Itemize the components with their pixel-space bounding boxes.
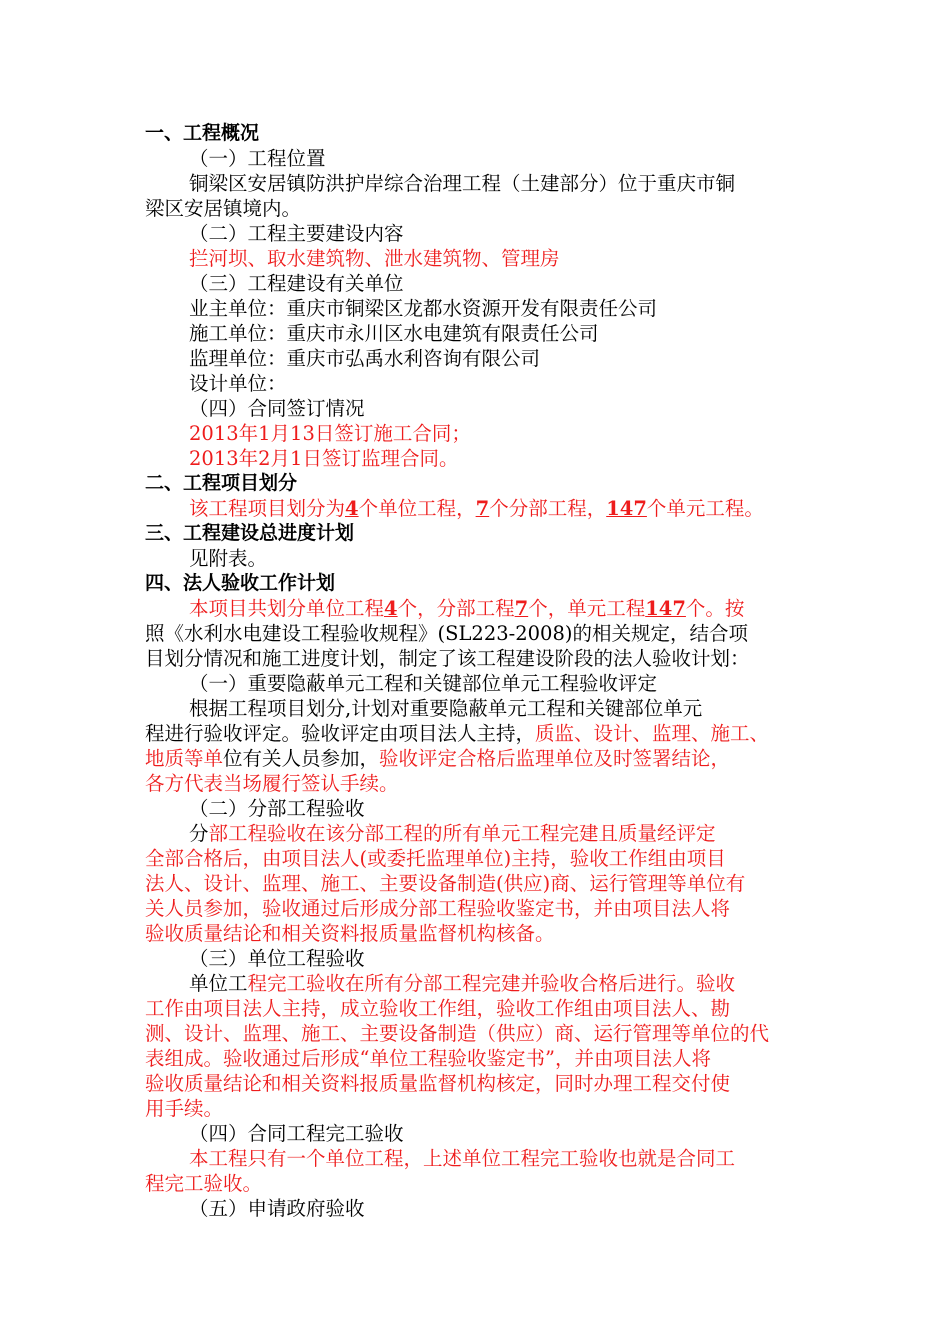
hidden-works-text-a: 程进行验收评定。验收评定由项目法人主持， — [145, 722, 536, 745]
unit-acceptance-line-1 — [145, 971, 825, 996]
section-4-sub-2: （二）分部工程验收 — [189, 797, 365, 820]
contract-acceptance-line-2: 程完工验收。 — [145, 1172, 263, 1195]
division-acceptance-line-5: 验收质量结论和相关资料报质量监督机构核备。 — [145, 922, 555, 945]
hidden-works-text-d: 位有关人员参加， — [223, 747, 380, 770]
unit-acceptance-line-2: 工作由项目法人主持，成立验收工作组，验收工作组由项目法人、勘 — [145, 997, 731, 1020]
division-acceptance-line-4: 关人员参加，验收通过后形成分部工程验收鉴定书，并由项目法人将 — [145, 897, 731, 920]
section-2-title: 二、工程项目划分 — [145, 472, 298, 494]
division-acceptance-line-1 — [145, 821, 825, 846]
unit-acceptance-text-a: 单位工 — [189, 972, 248, 995]
intro-text-b: 个，分部工程 — [397, 597, 515, 620]
intro-division-count: 7 — [514, 597, 529, 620]
hidden-works-line-1: 根据工程项目划分,计划对重要隐蔽单元工程和关键部位单元 — [189, 697, 703, 720]
schedule-text: 见附表。 — [189, 547, 268, 570]
unit-acceptance-line-6: 用手续。 — [145, 1097, 224, 1120]
section-1-sub-4: （四）合同签订情况 — [189, 397, 365, 420]
contract-1: 2013年1月13日签订施工合同； — [189, 422, 471, 445]
designer-unit: 设计单位： — [189, 372, 287, 395]
contract-2: 2013年2月1日签订监理合同。 — [189, 447, 459, 470]
acceptance-intro-line-1 — [145, 596, 825, 621]
section-1-title: 一、工程概况 — [145, 122, 260, 144]
supervisor-unit: 监理单位：重庆市弘禹水利咨询有限公司 — [189, 347, 541, 370]
location-line-1: 铜梁区安居镇防洪护岸综合治理工程（土建部分）位于重庆市铜 — [189, 172, 736, 195]
section-4-sub-5: （五）申请政府验收 — [189, 1197, 365, 1220]
division-text-a: 该工程项目划分为 — [189, 497, 346, 520]
division-count: 7 — [475, 497, 490, 520]
unit-acceptance-line-4: 表组成。验收通过后形成“单位工程验收鉴定书”，并由项目法人将 — [145, 1047, 711, 1070]
intro-text-d: 个。按 — [685, 597, 745, 620]
division-acceptance-line-2: 全部合格后，由项目法人(或委托监理单位)主持，验收工作组由项目 — [145, 847, 726, 870]
hidden-works-text-b: 质监、设计、监理、施工、 — [535, 722, 770, 745]
division-acceptance-text-b: 部工程验收在该分部工程的所有单元工程完建且质量经评定 — [208, 822, 716, 845]
unit-count: 4 — [345, 497, 359, 520]
intro-text-c: 个，单元工程 — [528, 597, 646, 620]
location-line-2: 梁区安居镇境内。 — [145, 197, 302, 220]
acceptance-intro-line-2: 照《水利水电建设工程验收规程》(SL223-2008)的相关规定，结合项 — [145, 622, 748, 645]
division-text-d: 个单元工程。 — [646, 497, 764, 520]
document-body — [145, 121, 825, 1221]
hidden-works-line-3 — [145, 746, 825, 771]
contract-acceptance-line-1: 本工程只有一个单位工程，上述单位工程完工验收也就是合同工 — [189, 1147, 736, 1170]
unit-acceptance-line-3: 测、设计、监理、施工、主要设备制造（供应）商、运行管理等单位的代 — [145, 1022, 770, 1045]
intro-element-count: 147 — [645, 597, 686, 620]
hidden-works-text-e: 验收评定合格后监理单位及时签署结论， — [379, 747, 731, 770]
builder-unit: 施工单位：重庆市永川区水电建筑有限责任公司 — [189, 322, 599, 345]
section-4-title: 四、法人验收工作计划 — [145, 572, 336, 594]
project-division — [145, 496, 825, 521]
section-3-title: 三、工程建设总进度计划 — [145, 522, 355, 544]
division-acceptance-line-3: 法人、设计、监理、施工、主要设备制造(供应)商、运行管理等单位有 — [145, 872, 746, 895]
intro-unit-count: 4 — [384, 597, 398, 620]
unit-acceptance-text-b: 程完工验收在所有分部工程完建并验收合格后进行。验收 — [247, 972, 736, 995]
section-4-sub-4: （四）合同工程完工验收 — [189, 1122, 404, 1145]
unit-acceptance-line-5: 验收质量结论和相关资料报质量监督机构核定，同时办理工程交付使 — [145, 1072, 731, 1095]
section-1-sub-3: （三）工程建设有关单位 — [189, 272, 404, 295]
element-count: 147 — [606, 497, 647, 520]
hidden-works-text-c: 地质等单 — [145, 747, 224, 770]
section-1-sub-1: （一）工程位置 — [189, 147, 326, 170]
owner-unit: 业主单位：重庆市铜梁区龙都水资源开发有限责任公司 — [189, 297, 658, 320]
acceptance-intro-line-3: 目划分情况和施工进度计划，制定了该工程建设阶段的法人验收计划： — [145, 647, 750, 670]
construction-content: 拦河坝、取水建筑物、泄水建筑物、管理房 — [189, 247, 560, 270]
intro-text-a: 本项目共划分单位工程 — [189, 597, 385, 620]
hidden-works-line-2 — [145, 721, 825, 746]
section-1-sub-2: （二）工程主要建设内容 — [189, 222, 404, 245]
division-text-c: 个分部工程， — [489, 497, 607, 520]
division-text-b: 个单位工程， — [358, 497, 476, 520]
section-4-sub-3: （三）单位工程验收 — [189, 947, 365, 970]
division-acceptance-text-a: 分 — [189, 822, 209, 845]
hidden-works-line-4: 各方代表当场履行签认手续。 — [145, 772, 399, 795]
section-4-sub-1: （一）重要隐蔽单元工程和关键部位单元工程验收评定 — [189, 672, 658, 695]
